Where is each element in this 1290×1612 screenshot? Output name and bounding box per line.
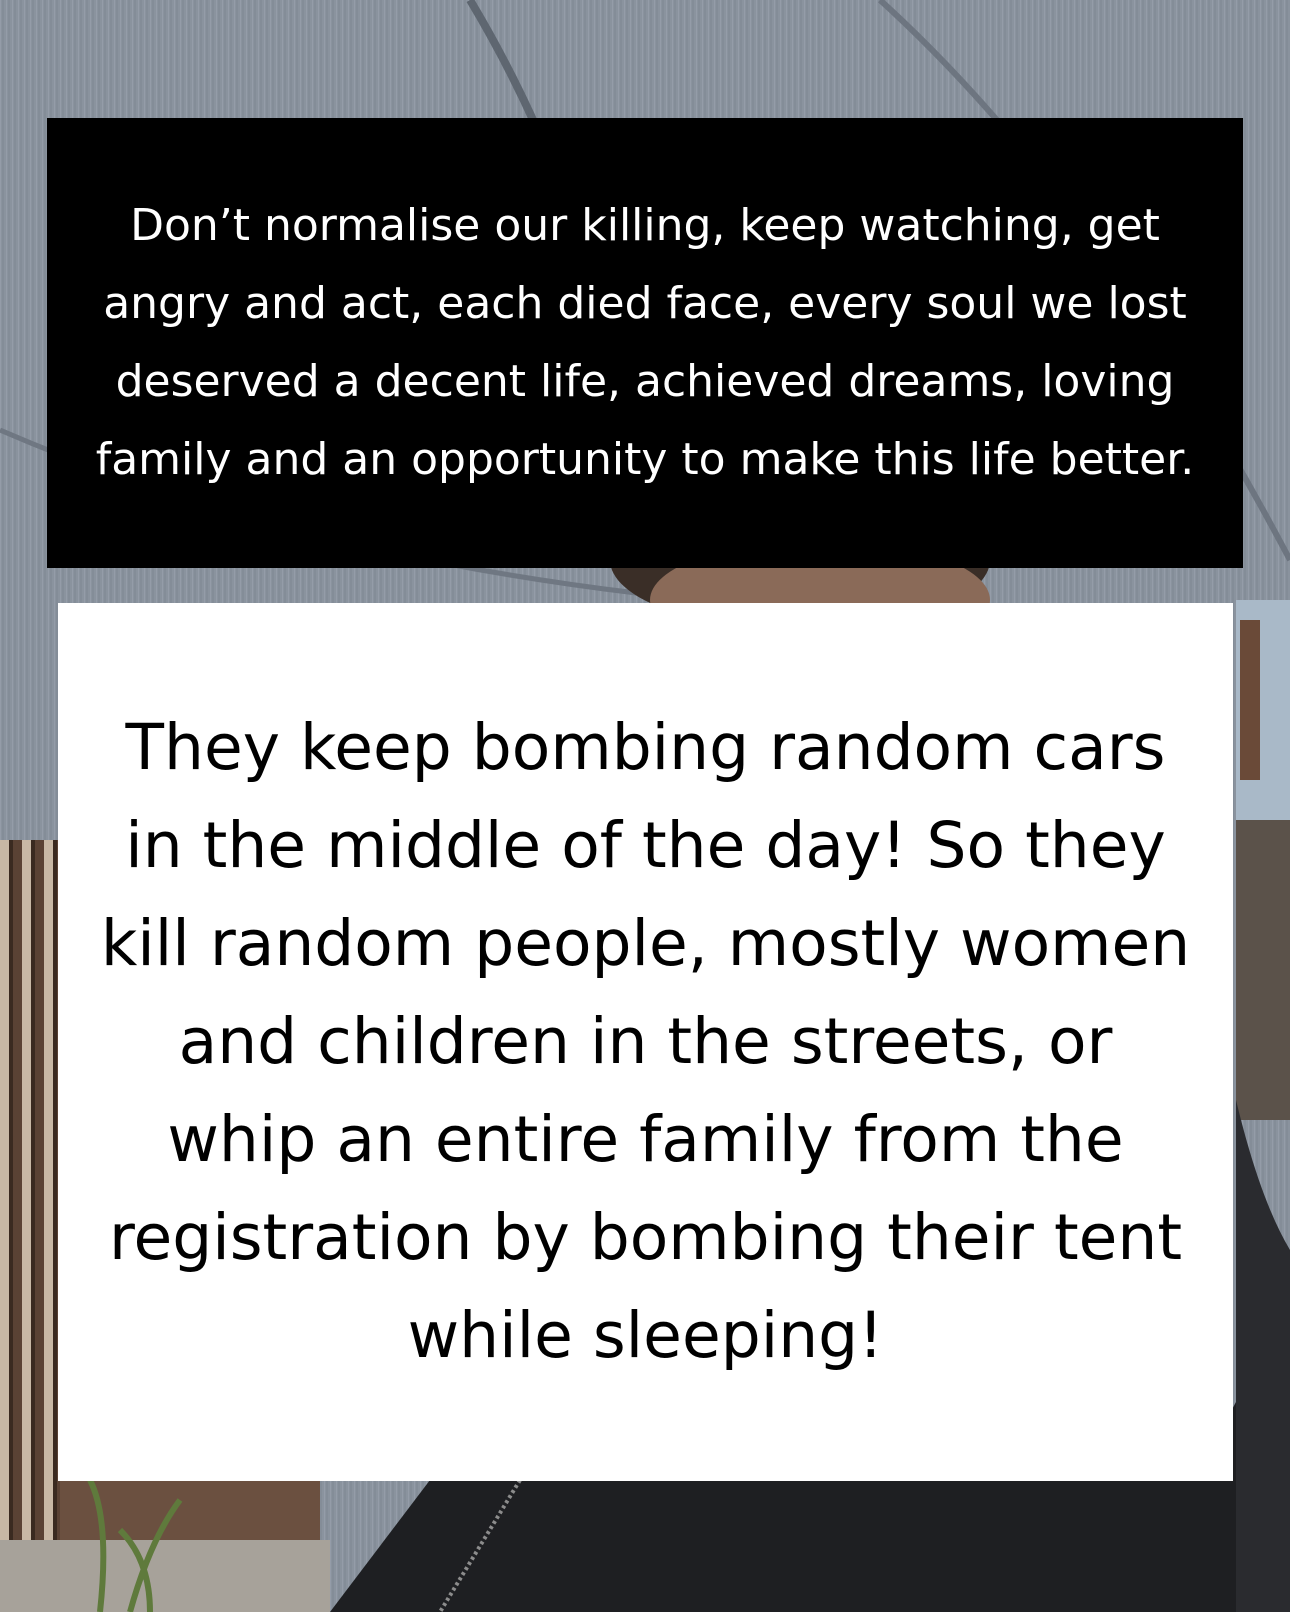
- main-caption-text: They keep bombing random cars in the middle of the day! So they kill random people, mostly women and children in the streets, or whip an entire family from the registration by bombing their tent while sleeping!: [100, 711, 1191, 1372]
- top-caption-box: [47, 118, 1243, 568]
- main-caption-box: [58, 603, 1233, 1481]
- top-caption-text: Don’t normalise our killing, keep watching, get angry and act, each died face, every soul we lost deserved a decent life, achieved dreams, loving family and an opportunity to make this life better.: [95, 200, 1195, 485]
